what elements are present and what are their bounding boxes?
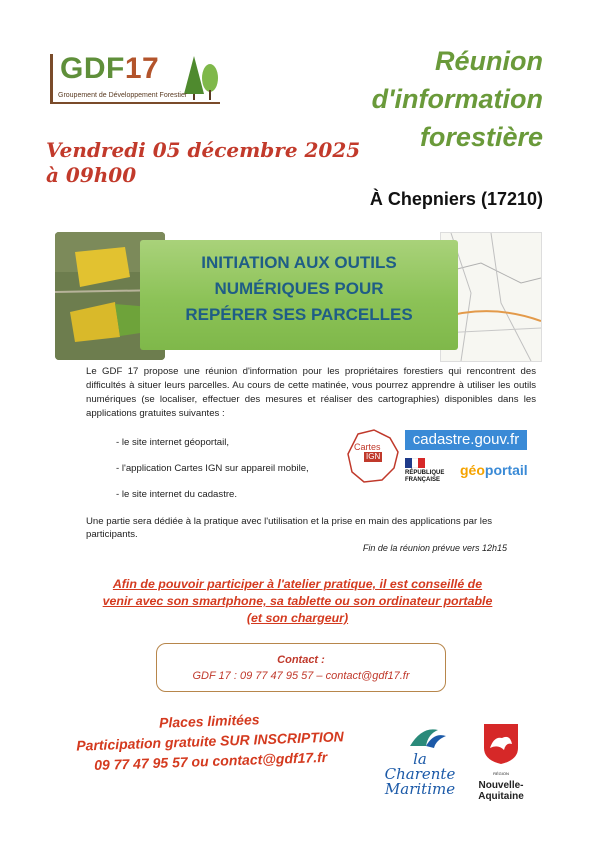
region-line-2: Aquitaine bbox=[478, 791, 524, 802]
logo-gdf: GDF bbox=[60, 52, 125, 85]
equipment-warning bbox=[60, 576, 535, 627]
rf-line-2: FRANÇAISE bbox=[405, 477, 441, 483]
contact-value: GDF 17 : 09 77 47 95 57 – contact@gdf17.fr bbox=[192, 670, 410, 682]
event-place: À Chepniers (17210) bbox=[369, 189, 543, 209]
list-item: - le site internet du cadastre. bbox=[116, 489, 238, 500]
region-text bbox=[468, 780, 534, 802]
contact-box bbox=[156, 643, 446, 692]
cartes-ign-logo bbox=[344, 428, 402, 486]
registration-info bbox=[59, 706, 361, 776]
logo-bar-vertical bbox=[50, 54, 53, 104]
region-line-1: Nouvelle- bbox=[478, 780, 524, 791]
topic-banner bbox=[140, 240, 458, 350]
bird-icon bbox=[408, 724, 448, 752]
charente-text bbox=[378, 752, 462, 797]
banner-text bbox=[140, 250, 458, 328]
contact-label: Contact : bbox=[277, 654, 325, 666]
places-line-2: Participation gratuite SUR INSCRIPTION bbox=[76, 728, 344, 754]
ign-label: IGN bbox=[366, 452, 381, 461]
intro-paragraph: Le GDF 17 propose une réunion d'information pour les propriétaires forestiers qui rencontrent des difficultés à situer leurs parcelles. Au cours de cette matinée, vous pourrez apprendre à utiliser les outils numériques (se localiser, effectuer des mesures et réaliser des cartographies) disponibles dans les applications gratuites suivantes : bbox=[86, 366, 536, 419]
logo-bar-horizontal bbox=[50, 102, 220, 104]
nouvelle-aquitaine-logo bbox=[468, 722, 534, 800]
rf-text bbox=[405, 470, 453, 484]
logo-17: 17 bbox=[124, 52, 160, 85]
charente-line-3: Maritime bbox=[384, 780, 456, 798]
cartes-label: Cartes bbox=[354, 442, 381, 452]
warning-line-1: Afin de pouvoir participer à l'atelier pratique, il est conseillé de bbox=[112, 577, 483, 591]
cadastre-logo: cadastre.gouv.fr bbox=[405, 430, 527, 450]
french-flag-icon bbox=[405, 458, 425, 468]
date-line-2: à 09h00 bbox=[46, 163, 137, 187]
warning-line-3: (et son chargeur) bbox=[246, 611, 349, 625]
practice-paragraph: Une partie sera dédiée à la pratique avec l'utilisation et la prise en main des applications par les participants. bbox=[86, 516, 493, 540]
rf-line-1: RÉPUBLIQUE bbox=[405, 470, 445, 476]
list-item: - le site internet géoportail, bbox=[116, 437, 230, 448]
date-line-1: Vendredi 05 décembre 2025 bbox=[46, 138, 361, 162]
charente-line-1: la bbox=[413, 750, 427, 768]
title-line-2: d'information bbox=[371, 84, 543, 114]
places-line-1: Places limitées bbox=[158, 711, 260, 731]
republique-francaise-logo bbox=[405, 458, 453, 484]
logo-text bbox=[60, 52, 159, 86]
banner-line-1: INITIATION AUX OUTILS bbox=[201, 253, 397, 272]
geoportail-suffix: portail bbox=[484, 462, 528, 478]
charente-line-2: Charente bbox=[384, 765, 456, 783]
geoportail-logo bbox=[460, 462, 528, 478]
region-small-label: RÉGION bbox=[493, 771, 509, 776]
places-line-3: 09 77 47 95 57 ou contact@gdf17.fr bbox=[93, 748, 328, 774]
tools-list bbox=[116, 436, 309, 514]
list-item: - l'application Cartes IGN sur appareil mobile, bbox=[116, 463, 309, 474]
warning-line-2: venir avec son smartphone, sa tablette ou son ordinateur portable bbox=[102, 594, 493, 608]
charente-maritime-logo bbox=[378, 724, 462, 798]
banner-line-2: NUMÉRIQUES POUR bbox=[214, 279, 384, 298]
event-date bbox=[46, 138, 360, 188]
banner-line-3: REPÉRER SES PARCELLES bbox=[185, 305, 413, 324]
region-shield-icon bbox=[482, 722, 520, 766]
end-time-note: Fin de la réunion prévue vers 12h15 bbox=[362, 543, 507, 553]
title-line-1: Réunion bbox=[435, 46, 543, 76]
logo-subtitle: Groupement de Développement Forestier bbox=[58, 92, 188, 99]
title-line-3: forestière bbox=[419, 122, 543, 152]
geoportail-prefix: géo bbox=[460, 462, 485, 478]
gdf17-logo bbox=[46, 52, 226, 110]
